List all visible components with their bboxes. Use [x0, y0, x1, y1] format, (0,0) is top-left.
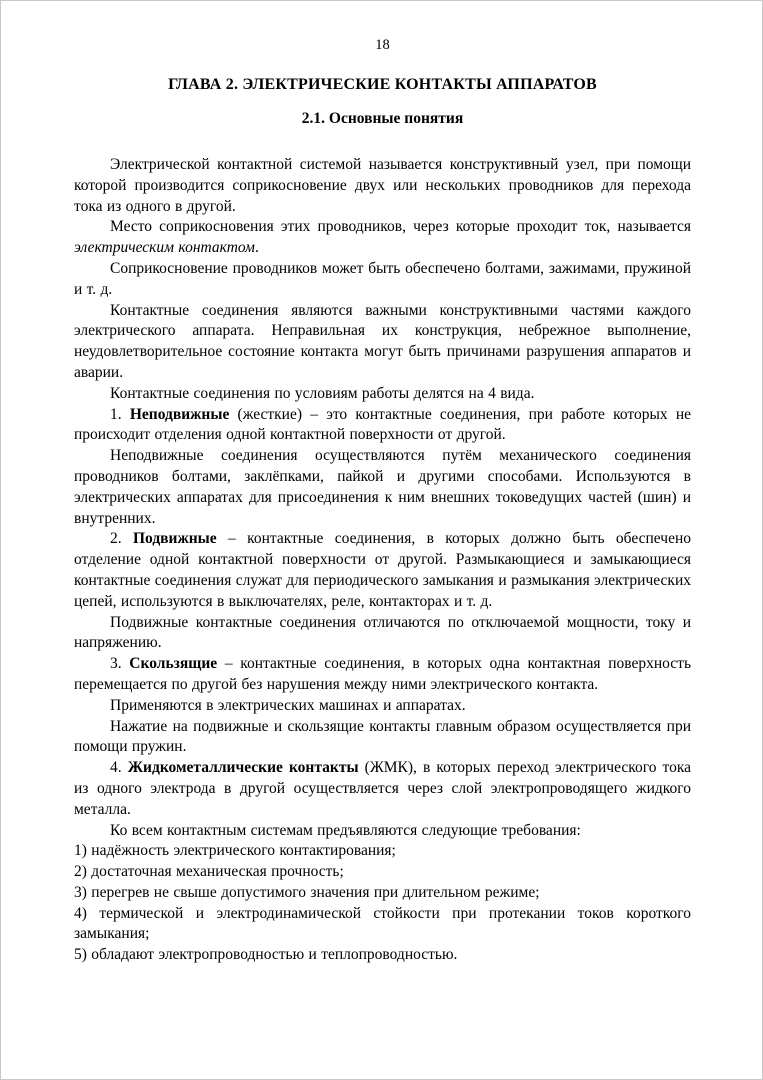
paragraph [74, 446, 691, 529]
text-run: 2) достаточная механическая прочность; [74, 863, 344, 881]
section-title: 2.1. Основные понятия [301, 110, 464, 127]
paragraph [74, 758, 691, 820]
paragraph [74, 613, 691, 655]
text-run: Подвижные контактные соединения отличаются по отключаемой мощности, току и напряжению. [74, 613, 691, 652]
text-run: Нажатие на подвижные и скользящие контакты главным образом осуществляется при помощи пружин. [74, 717, 691, 756]
text-run: 2. [110, 530, 133, 548]
paragraph [74, 862, 691, 883]
text-run-italic: электрическим контактом [74, 239, 255, 257]
text-run: 3) перегрев не свыше допустимого значения при длительном режиме; [74, 883, 540, 901]
paragraph [74, 301, 691, 384]
text-run: Контактные соединения по условиям работы делятся на 4 вида. [110, 384, 535, 402]
paragraph [74, 259, 691, 301]
text-run: (ЖМК), в которых переход электрического тока из одного электрода в другой осуществляется через слой электропроводящего жидкого металла. [74, 759, 692, 818]
paragraph [74, 883, 691, 904]
text-run: 5) обладают электропроводностью и теплопроводностью. [74, 946, 458, 964]
text-run-bold: Жидкометаллические контакты [127, 759, 359, 777]
paragraph [74, 904, 691, 946]
paragraph [74, 821, 691, 842]
text-run: Контактные соединения являются важными конструктивными частями каждого электрического аппарата. Неправильная их конструкция, небрежное выполнение, неудовлетворительное состояние контакта могут быть причинами разрушения аппаратов и аварии. [74, 301, 691, 381]
text-run: Ко всем контактным системам предъявляются следующие требования: [110, 821, 581, 839]
paragraph [74, 841, 691, 862]
paragraph [74, 405, 691, 447]
paragraph [74, 529, 691, 612]
text-run: Электрической контактной системой называется конструктивный узел, при помощи которой производится соприкосновение двух или нескольких проводников для перехода тока из одного в другой. [74, 156, 691, 215]
text-run: 1) надёжность электрического контактирования; [74, 842, 396, 860]
text-run: – контактные соединения, в которых одна контактная поверхность перемещается по другой без нарушения между ними электрического контакта. [74, 655, 692, 693]
text-run: 4. [110, 759, 128, 777]
paragraph [74, 384, 691, 405]
paragraph [74, 696, 691, 717]
text-run-bold: Скользящие [129, 655, 218, 673]
paragraph [74, 217, 691, 259]
page-number: 18 [375, 37, 390, 53]
paragraph [74, 945, 691, 966]
paragraph [74, 654, 691, 696]
text-run: 3. [110, 655, 130, 673]
text-run-bold: Подвижные [132, 530, 217, 548]
text-run: Применяются в электрических машинах и аппаратах. [110, 696, 466, 714]
text-run: Соприкосновение проводников может быть обеспечено болтами, зажимами, пружиной и т. д. [74, 259, 691, 298]
text-run: Место соприкосновения этих проводников, через которые проходит ток, называется [110, 218, 691, 236]
text-run: 4) термической и электродинамической стойкости при протекании токов короткого замыкания; [74, 904, 691, 943]
document-body [74, 155, 691, 966]
text-run: Неподвижные соединения осуществляются путём механического соединения проводников болтами, заклёпками, пайкой и другими способами. Используются в электрических аппаратах для присоединения к ним внешних токоведущих частей (шин) и внутренних. [74, 447, 691, 527]
text-run: – контактные соединения, в которых должно быть обеспечено отделение одной контактной поверхности от другой. Размыкающиеся и замыкающиеся контактные соединения служат для периодического замыкания и размыкания электрических цепей, используются в выключателях, реле, контакторах и т. д. [74, 530, 691, 610]
text-run: 1. [110, 405, 130, 423]
text-run: . [254, 239, 259, 257]
text-run-bold: Неподвижные [129, 405, 230, 423]
text-run: (жесткие) – это контактные соединения, при работе которых не происходит отделения одной контактной поверхности от другой. [74, 405, 692, 444]
chapter-title: ГЛАВА 2. ЭЛЕКТРИЧЕСКИЕ КОНТАКТЫ АППАРАТОВ [168, 76, 597, 93]
paragraph [74, 155, 691, 217]
paragraph [74, 717, 691, 759]
